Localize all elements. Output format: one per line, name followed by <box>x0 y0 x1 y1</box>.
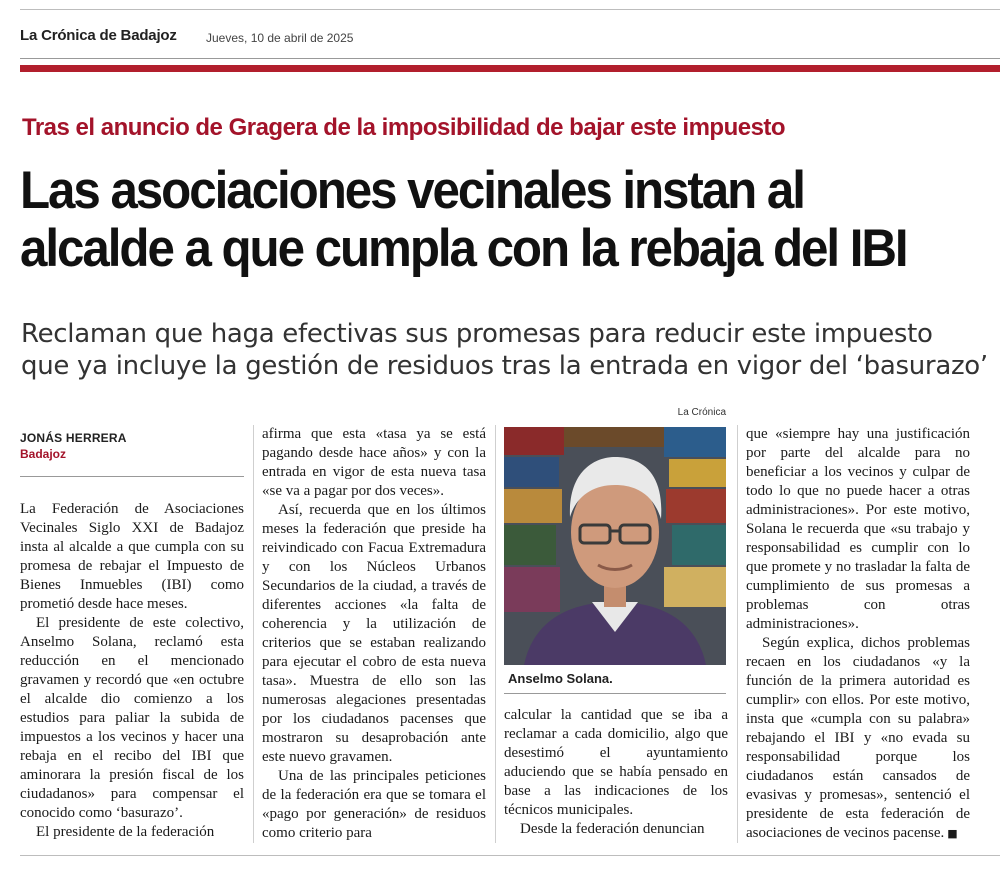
paragraph: Desde la federación denuncian <box>520 821 705 837</box>
portrait-illustration <box>504 427 726 665</box>
portrait-photo <box>504 427 726 665</box>
article-column-4 <box>746 425 970 843</box>
article-column-3 <box>504 706 728 839</box>
caption-rule <box>504 693 726 694</box>
photo-caption: Anselmo Solana. <box>508 671 613 686</box>
headline-line: alcalde a que cumpla con la rebaja del IBI <box>20 219 907 278</box>
paragraph: Así, recuerda que en los últimos meses la federación que preside ha reivindicado con Facua Extremadura y con los Núcleos Urbanos Secundarios de la ciudad, a través de diferentes acciones «la falta de coherencia y la utilización de criterios que se estaban realizando para ejecutar el cobro de esta nueva tasa». Muestra de ello son las numerosas alegaciones presentadas por los ciudadanos pacenses que mostraron su desaprobación ante este nuevo gravamen. <box>262 502 486 765</box>
paragraph: Una de las principales peticiones de la federación era que se tomara el «pago por generación» de residuos como criterio para <box>262 768 486 841</box>
byline-rule <box>20 476 244 477</box>
paragraph: afirma que esta «tasa ya se está pagando desde hace años» y con la entrada en vigor de esta nueva tasa «se va a pagar por dos veces». <box>262 426 486 499</box>
paragraph: La Federación de Asociaciones Vecinales Siglo XXI de Badajoz insta al alcalde a que cumpla con su promesa de rebajar el Impuesto de Bienes Inmuebles (IBI) como prometió desde hace meses. <box>20 501 244 612</box>
paragraph: Según explica, dichos problemas recaen en los ciudadanos «y la función de la primera autoridad es cumplir» con ellos. Por este motivo, insta que «cumpla con su palabra» rebajando el IBI y «no evada su responsabilidad porque los ciudadanos están cansados de evasivas y promesas», sentenció el presidente de esta federación de asociaciones de vecinos pacense. ■ <box>746 634 970 843</box>
paragraph: El presidente de este colectivo, Anselmo Solana, reclamó esta reducción en el mencionado gravamen y recordó que «en octubre el alcalde dio comienzo a los estudios para paliar la subida de impuestos a los vecinos y hacer una rebaja en el recibo del IBI que aminorara la presión fiscal de los ciudadanos» para compensar el conocido como ‘basurazo’. <box>20 615 244 821</box>
paragraph: El presidente de la federación <box>36 824 215 840</box>
subtitle-line: que ya incluye la gestión de residuos tras la entrada en vigor del ‘basurazo’ <box>21 351 988 381</box>
accent-bar <box>20 65 1000 72</box>
byline <box>20 431 244 461</box>
bottom-rule <box>20 855 1000 856</box>
subtitle-line: Reclaman que haga efectivas sus promesas para reducir este impuesto <box>21 319 933 349</box>
publication-date: Jueves, 10 de abril de 2025 <box>206 31 354 45</box>
article-column-1 <box>20 500 244 842</box>
subtitle <box>21 318 1000 382</box>
publication-name: La Crónica de Badajoz <box>20 27 177 44</box>
top-rule <box>20 9 1000 10</box>
column-divider <box>737 425 738 843</box>
author-location: Badajoz <box>20 447 67 461</box>
antetitle: Tras el anuncio de Gragera de la imposibilidad de bajar este impuesto <box>22 114 786 141</box>
column-divider <box>495 425 496 843</box>
headline-line: Las asociaciones vecinales instan al <box>20 161 804 220</box>
paragraph: calcular la cantidad que se iba a reclamar a cada domicilio, algo que desestimó el ayuntamiento aduciendo que se había pensado en base a las indicaciones de los técnicos municipales. <box>504 707 728 818</box>
paragraph: que «siempre hay una justificación por parte del alcalde para no beneficiar a los vecinos y culpar de todo lo que no puede hacer a otras administraciones». Por este motivo, Solana le recuerda que «su trabajo y responsabilidad es cumplir con lo que promete y no trasladar la falta de cumplimiento de sus promesas a problemas con otras administraciones». <box>746 426 970 632</box>
headline <box>20 162 931 278</box>
author-name: JONÁS HERRERA <box>20 431 127 445</box>
photo-credit: La Crónica <box>677 407 726 418</box>
column-divider <box>253 425 254 843</box>
header-rule <box>20 58 1000 59</box>
masthead-bar <box>0 0 1000 70</box>
article-column-2 <box>262 425 486 843</box>
